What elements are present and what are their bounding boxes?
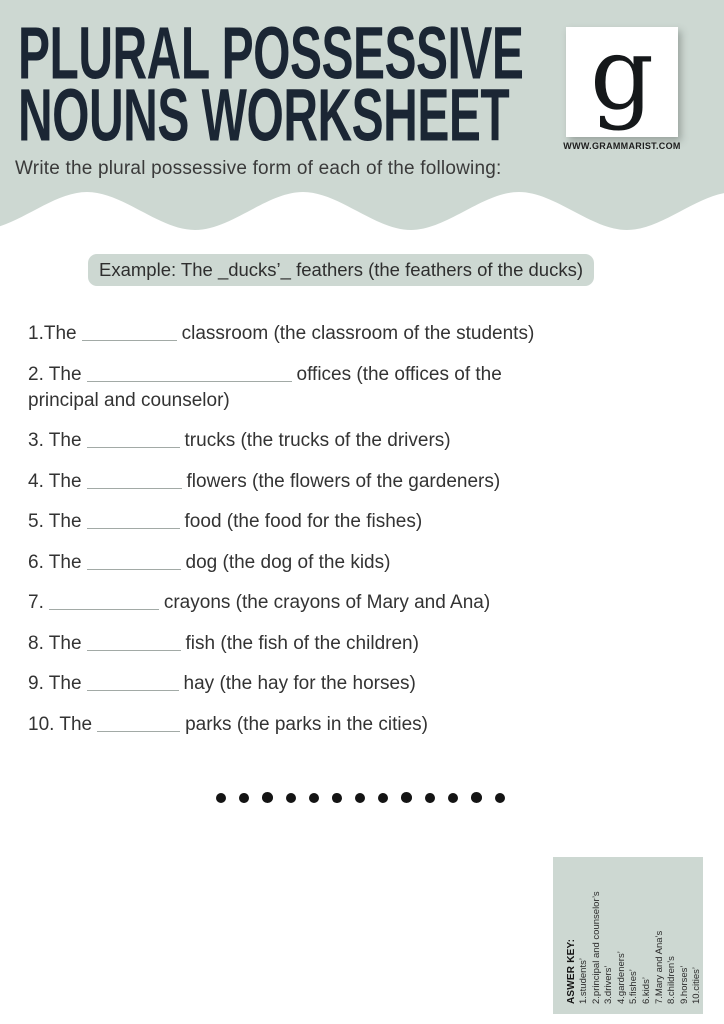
fill-in-blank xyxy=(87,677,179,691)
divider-dot xyxy=(471,792,483,803)
worksheet-item xyxy=(28,590,673,616)
divider-dot xyxy=(262,792,274,803)
item-text: trucks (the trucks of the drivers) xyxy=(184,430,451,451)
item-text: offices (the offices of the xyxy=(296,363,502,385)
worksheet-item xyxy=(28,671,673,697)
worksheet-item xyxy=(28,321,673,347)
divider-dot xyxy=(332,793,342,803)
divider-dot xyxy=(286,793,296,803)
item-number-lead: 5. The xyxy=(28,511,82,532)
item-text-line2: principal and counselor) xyxy=(28,389,230,411)
item-number-lead: 10. The xyxy=(28,713,93,735)
item-text: crayons (the crayons of Mary and Ana) xyxy=(163,592,491,613)
answer-key-item: 5.fishes’ xyxy=(628,969,640,1004)
item-number-lead: 3. The xyxy=(28,430,82,451)
fill-in-blank xyxy=(87,475,182,489)
item-text: flowers (the flowers of the gardeners) xyxy=(186,470,501,492)
answer-key-item: 4.gardeners’ xyxy=(615,951,627,1004)
fill-in-blank xyxy=(49,596,159,610)
logo-g-letter: g xyxy=(589,15,654,132)
answer-key-item: 1.students’ xyxy=(578,958,589,1004)
answer-key-item: 6.kids’ xyxy=(640,977,652,1004)
answer-key-box xyxy=(553,857,703,1014)
worksheet-item xyxy=(28,631,673,657)
answer-key-rotated-text xyxy=(553,857,703,1014)
page-title-line1: PLURAL POSSESSIVE xyxy=(18,13,524,96)
worksheet-item xyxy=(28,509,673,535)
fill-in-blank xyxy=(87,637,181,651)
fill-in-blank xyxy=(82,327,177,341)
answer-key-item: 9.horses’ xyxy=(678,965,690,1004)
items-list xyxy=(28,321,673,752)
page-title xyxy=(18,13,524,158)
item-number-lead: 8. The xyxy=(28,632,82,654)
answer-key-item: 3.drivers’ xyxy=(603,965,615,1004)
item-text: parks (the parks in the cities) xyxy=(185,713,428,735)
dots-divider xyxy=(216,792,505,803)
instructions-text: Write the plural possessive form of each of the following: xyxy=(15,158,502,179)
divider-dot xyxy=(448,793,458,803)
divider-dot xyxy=(401,792,413,803)
divider-dot xyxy=(239,793,249,803)
fill-in-blank xyxy=(87,434,180,448)
item-text: food (the food for the fishes) xyxy=(184,511,423,532)
divider-dot xyxy=(425,793,435,803)
item-number-lead: 1.The xyxy=(28,323,77,344)
item-text: dog (the dog of the kids) xyxy=(185,551,391,573)
fill-in-blank xyxy=(87,368,292,382)
wave-edge xyxy=(0,190,724,234)
fill-in-blank xyxy=(97,718,180,732)
divider-dot xyxy=(378,793,388,803)
worksheet-item xyxy=(28,469,673,495)
example-box: Example: The _ducks’_ feathers (the feathers of the ducks) xyxy=(88,254,594,286)
answer-key-item: 7.Mary and Ana’s xyxy=(653,930,665,1004)
worksheet-item xyxy=(28,550,673,576)
item-number-lead: 7. xyxy=(28,592,44,613)
divider-dot xyxy=(495,793,505,803)
divider-dot xyxy=(355,793,365,803)
item-number-lead: 6. The xyxy=(28,551,82,573)
item-number-lead: 4. The xyxy=(28,470,82,492)
item-text: hay (the hay for the horses) xyxy=(183,673,416,694)
worksheet-item xyxy=(28,362,673,414)
worksheet-item xyxy=(28,712,673,738)
worksheet-item xyxy=(28,428,673,454)
page-title-line2: NOUNS WORKSHEET xyxy=(18,75,510,158)
item-number-lead: 9. The xyxy=(28,673,82,694)
item-text: classroom (the classroom of the students) xyxy=(181,323,535,344)
item-number-lead: 2. The xyxy=(28,363,82,385)
grammarist-logo xyxy=(566,15,678,137)
answer-key-heading: ASWER KEY: xyxy=(566,938,577,1004)
answer-key-lines xyxy=(578,865,704,1004)
item-text: fish (the fish of the children) xyxy=(185,632,419,654)
divider-dot xyxy=(309,793,319,803)
answer-key-item: 2.principal and counselor’s xyxy=(590,891,602,1004)
answer-key-item: 8.children’s xyxy=(666,956,678,1004)
fill-in-blank xyxy=(87,556,181,570)
answer-key-item: 10.cities’ xyxy=(691,967,703,1004)
logo-website-url: WWW.GRAMMARIST.COM xyxy=(563,141,681,151)
fill-in-blank xyxy=(87,515,180,529)
divider-dot xyxy=(216,793,226,803)
